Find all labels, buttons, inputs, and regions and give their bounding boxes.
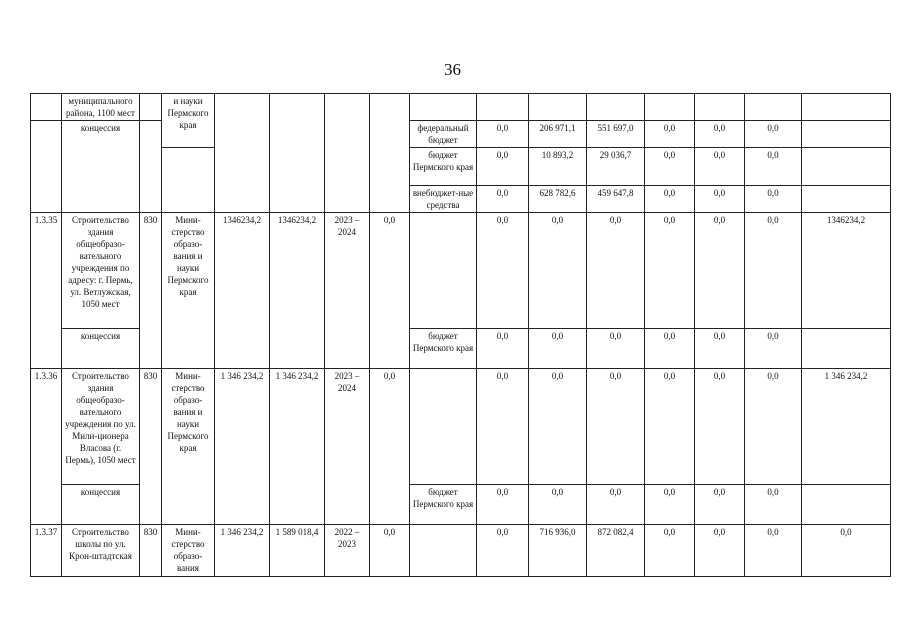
value-cell: 0,0 (802, 525, 891, 577)
value-cell: 0,0 (695, 329, 745, 369)
table-row (31, 525, 891, 577)
grbs-code: 830 (140, 369, 162, 525)
page-number: 36 (444, 60, 461, 79)
item-code: 1.3.36 (31, 369, 62, 525)
value-cell: 0,0 (645, 525, 695, 577)
value-cell: 1 346 234,2 (802, 369, 891, 485)
value-cell: 0,0 (695, 186, 745, 213)
value-cell: 716 936,0 (529, 525, 587, 577)
item-code: 1.3.37 (31, 525, 62, 577)
value-cell: 0,0 (745, 148, 802, 186)
org-cell: Мини-стерство образо-вания (162, 525, 215, 577)
value-cell: 0,0 (477, 485, 529, 525)
value-cell: 0,0 (529, 213, 587, 329)
item-code: 1.3.35 (31, 213, 62, 369)
item-name: Строительство здания общеобразо-вательного учреждения по ул. Мили-ционера Власова (г. Пермь), 1050 мест (62, 369, 140, 485)
concession-cell: концессия (62, 329, 140, 369)
value-cell: 0,0 (587, 485, 645, 525)
value-cell: 0,0 (745, 369, 802, 485)
program-table (30, 93, 891, 577)
org-cell: и науки Пермского края (162, 94, 215, 148)
funding-source: бюджет Пермского края (410, 148, 477, 186)
table-row (31, 213, 891, 329)
value-cell: 551 697,0 (587, 121, 645, 148)
grbs-code: 830 (140, 213, 162, 369)
value-cell: 0,0 (695, 525, 745, 577)
value-cell: 0,0 (695, 121, 745, 148)
value-cell: 0,0 (587, 213, 645, 329)
value-cell: 206 971,1 (529, 121, 587, 148)
value-cell: 0,0 (645, 369, 695, 485)
value-cell: 0,0 (695, 148, 745, 186)
period-cell: 2023 – 2024 (325, 369, 370, 525)
value-cell: 0,0 (477, 213, 529, 329)
done-cell: 0,0 (370, 213, 410, 369)
value-cell: 0,0 (695, 369, 745, 485)
org-cell: Мини-стерство образо-вания и науки Пермского края (162, 369, 215, 525)
funding-source: бюджет Пермского края (410, 329, 477, 369)
concession-cell: концессия (62, 121, 140, 213)
item-name: Строительство школы по ул. Крон-штадтская (62, 525, 140, 577)
value-cell: 0,0 (645, 485, 695, 525)
cost-cell: 1346234,2 (215, 213, 270, 369)
value-cell: 0,0 (529, 369, 587, 485)
value-cell: 29 036,7 (587, 148, 645, 186)
item-name: Строительство здания общеобразо-вательного учреждения по адресу: г. Пермь, ул. Ветлужская, 1050 мест (62, 213, 140, 329)
value-cell: 0,0 (745, 186, 802, 213)
value-cell: 0,0 (745, 121, 802, 148)
value-cell: 0,0 (645, 186, 695, 213)
funding-source: внебюджет-ные средства (410, 186, 477, 213)
value-cell: 0,0 (695, 485, 745, 525)
value-cell: 872 082,4 (587, 525, 645, 577)
value-cell: 0,0 (745, 485, 802, 525)
value-cell: 0,0 (477, 369, 529, 485)
concession-cell: концессия (62, 485, 140, 525)
funding-source: бюджет Пермского края (410, 485, 477, 525)
cost-cell: 1 589 018,4 (270, 525, 325, 577)
value-cell: 0,0 (477, 148, 529, 186)
value-cell: 0,0 (745, 525, 802, 577)
cost-cell: 1346234,2 (270, 213, 325, 369)
value-cell: 0,0 (529, 329, 587, 369)
grbs-code: 830 (140, 525, 162, 577)
value-cell: 0,0 (645, 329, 695, 369)
value-cell: 628 782,6 (529, 186, 587, 213)
value-cell: 0,0 (695, 213, 745, 329)
done-cell: 0,0 (370, 369, 410, 525)
period-cell: 2022 – 2023 (325, 525, 370, 577)
value-cell: 0,0 (477, 121, 529, 148)
cost-cell: 1 346 234,2 (215, 369, 270, 525)
value-cell: 0,0 (645, 148, 695, 186)
table-row (31, 121, 891, 148)
value-cell: 0,0 (745, 213, 802, 329)
done-cell: 0,0 (370, 525, 410, 577)
value-cell: 0,0 (645, 213, 695, 329)
table-row (31, 369, 891, 485)
value-cell: 0,0 (477, 186, 529, 213)
org-cell: Мини-стерство образо-вания и науки Пермского края (162, 213, 215, 369)
table-row (31, 94, 891, 121)
value-cell: 0,0 (529, 485, 587, 525)
value-cell: 0,0 (477, 525, 529, 577)
period-cell: 2023 – 2024 (325, 213, 370, 369)
cost-cell: 1 346 234,2 (270, 369, 325, 525)
value-cell: 459 647,8 (587, 186, 645, 213)
value-cell: 0,0 (587, 329, 645, 369)
value-cell: 0,0 (745, 329, 802, 369)
funding-source: федеральный бюджет (410, 121, 477, 148)
cost-cell: 1 346 234,2 (215, 525, 270, 577)
value-cell: 10 893,2 (529, 148, 587, 186)
value-cell: 0,0 (587, 369, 645, 485)
value-cell: 1346234,2 (802, 213, 891, 329)
value-cell: 0,0 (477, 329, 529, 369)
name-cell: муниципального района, 1100 мест (62, 94, 140, 121)
value-cell: 0,0 (645, 121, 695, 148)
